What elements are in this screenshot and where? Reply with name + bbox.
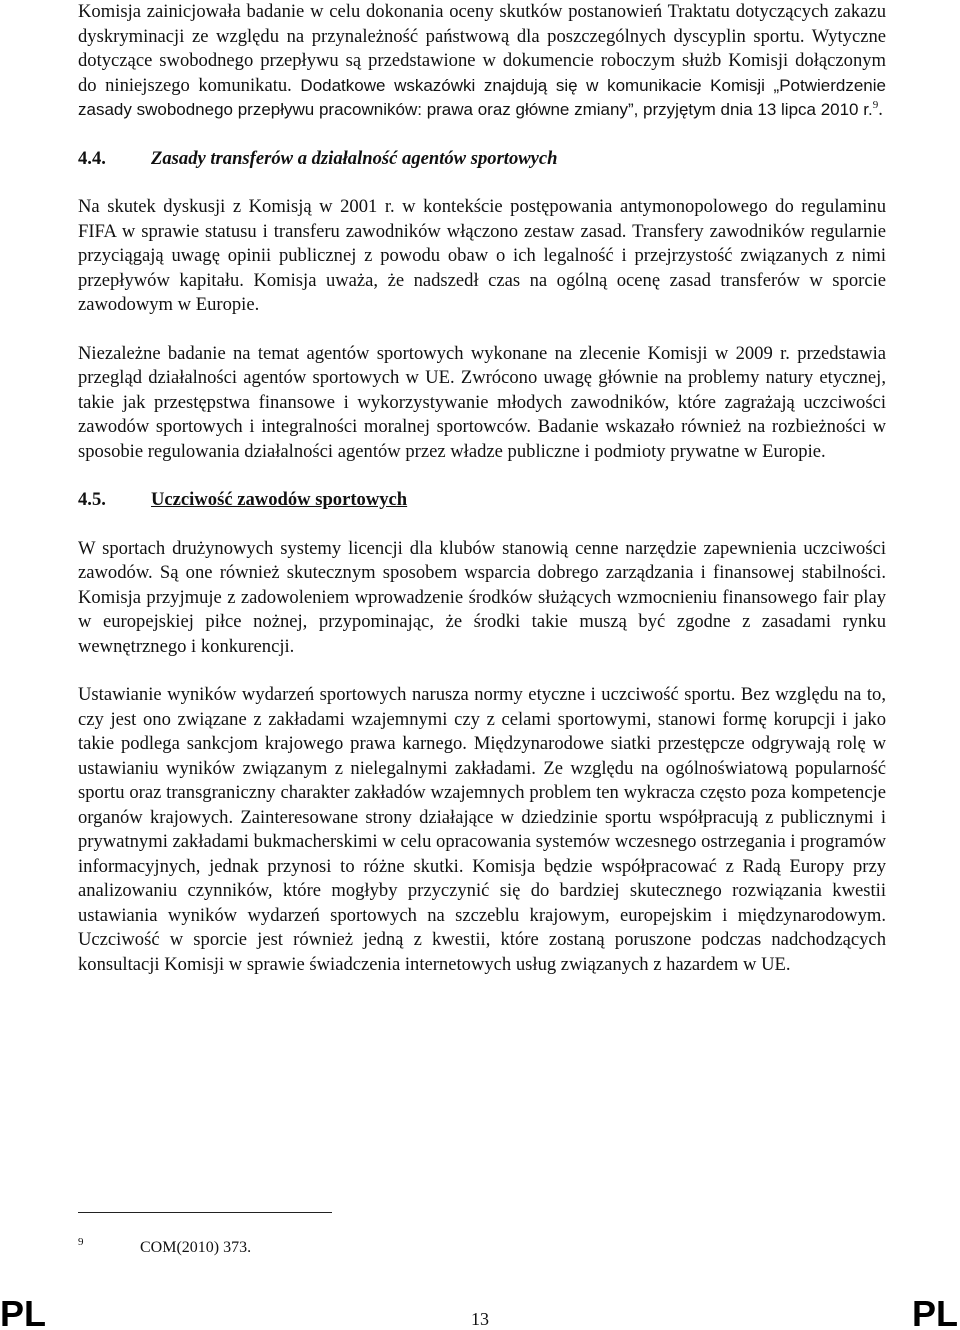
document-body (78, 0, 886, 977)
section-number: 4.5. (78, 489, 106, 510)
section-title: Uczciwość zawodów sportowych (151, 489, 408, 510)
footnote-reference[interactable]: 9 (872, 98, 879, 111)
footnote-number: 9 (78, 1236, 84, 1248)
paragraph-transfers: Na skutek dyskusji z Komisją w 2001 r. w kontekście postępowania antymonopolowego do regulaminu FIFA w sprawie statusu i transferu zawodników włączono zestaw zasad. Transfery zawodników regularnie przyciągają uwagę opinii publicznej z powodu obaw o ich legalność i przejrzystość związanych z nimi przepływów kapitału. Komisja uważa, że nadszedł czas na ogólną ocenę zasad transferów w sporcie zawodowym w Europie. (78, 196, 886, 315)
paragraph-intro-sans: Dodatkowe wskazówki znajdują się w komunikacie Komisji „Potwierdzenie zasady swobodnego przepływu pracowników: prawa oraz główne zmiany”, przyjętym dnia 13 lipca 2010 r. (78, 75, 886, 119)
paragraph-intro-end: . (878, 99, 883, 120)
paragraph-agents: Niezależne badanie na temat agentów sportowych wykonane na zlecenie Komisji w 2009 r. przedstawia przegląd działalności agentów sportowych w UE. Zwrócono uwagę głównie na problemy natury etycznej, takie jak przestępstwa finansowe i wykorzystywanie młodych zawodników, które zagrażają uczciwości zawodów sportowych i integralności moralnej sportowców. Badanie wskazało również na rozbieżności w sposobie regulowania działalności agentów przez władze publiczne i podmioty prywatne w Europie. (78, 342, 886, 462)
paragraph-licensing: W sportach drużynowych systemy licencji dla klubów stanowią cenne narzędzie zapewnienia uczciwości zawodów. Są one również skutecznym sposobem wsparcia dobrego zarządzania i finansowej stabilności. Komisja przyjmuje z zadowoleniem wprowadzenie środków służących wzmocnieniu finansowego fair play w europejskiej piłce nożnej, przypominając, że środki takie muszą być zgodne z zasadami rynku wewnętrznego i konkurencji. (78, 537, 886, 657)
footer-language-left: PL (0, 1293, 47, 1330)
section-heading-4-4 (78, 147, 886, 172)
section-title: Zasady transferów a działalność agentów sportowych (151, 147, 558, 169)
paragraph-intro-serif: Komisja zainicjowała badanie w celu dokonania oceny skutków postanowień Traktatu dotyczących zakazu dyskryminacji ze względu na przynależność państwową dla poszczególnych dyscyplin sportu. Wytyczne dotyczące swobodnego przepływu są przedstawione w dokumencie roboczym służb Komisji dołączonym do niniejszego komunikatu. (78, 1, 886, 96)
section-heading-4-5 (78, 488, 886, 513)
footnote-text: COM(2010) 373. (140, 1239, 252, 1256)
footer-language-right: PL (911, 1293, 958, 1330)
page-number: 13 (471, 1309, 489, 1329)
paragraph-intro (78, 0, 886, 123)
paragraph-match-fixing: Ustawianie wyników wydarzeń sportowych narusza normy etyczne i uczciwość sportu. Bez względu na to, czy jest ono związane z zakładami wzajemnymi czy z celami sportowymi, stanowi formę korupcji i jako takie podlega sankcjom krajowego prawa karnego. Międzynarodowe siatki przestępcze odgrywają rolę w ustawianiu wyników związanym z nielegalnymi zakładami. Ze względu na ogólnoświatową popularność sportu oraz transgraniczny charakter zakładów wzajemnych problem ten wykracza często poza kompetencje organów krajowych. Zainteresowane strony działające w dziedzinie sportu współpracują z publicznymi i prywatnymi zakładami bukmacherskimi w celu opracowania systemów wczesnego ostrzegania i programów informacyjnych, jednak przynosi to różne skutki. Komisja będzie współpracować z Radą Europy przy analizowaniu czynników, które mogłyby przyczynić się do bardziej skutecznego rozwiązania kwestii ustawiania wyników wydarzeń sportowych na szczeblu krajowym, europejskim i międzynarodowym. Uczciwość w sporcie jest również jedną z kwestii, które zostaną poruszone podczas nadchodzących konsultacji Komisji w sprawie świadczenia internetowych usług związanych z hazardem w UE. (78, 684, 886, 975)
footnote-separator (78, 1212, 332, 1213)
section-number: 4.4. (78, 147, 106, 169)
